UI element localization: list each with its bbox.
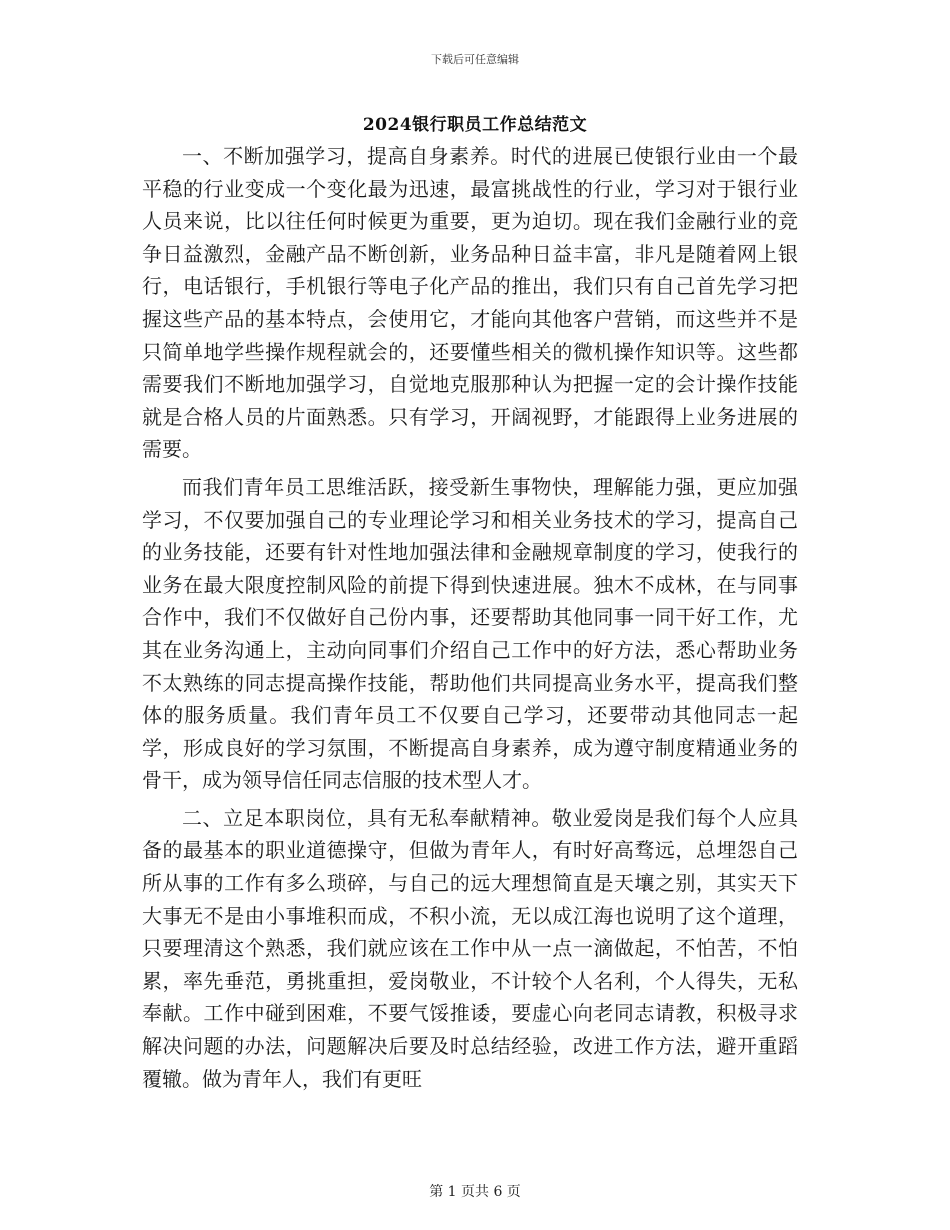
page-header-note: 下载后可任意编辑 xyxy=(431,53,519,66)
paragraph-3: 二、立足本职岗位，具有无私奉献精神。敬业爱岗是我们每个人应具备的最基本的职业道德操守，但做为青年人，有时好高骛远，总埋怨自己所从事的工作有多么琐碎，与自己的远大理想简直是天壤之别，其实天下大事无不是由小事堆积而成，不积小流，无以成江海也说明了这个道理，只要理清这个熟悉，我们就应该在工作中从一点一滴做起，不怕苦，不怕累，率先垂范，勇挑重担，爱岗敬业，不计较个人名利，个人得失，无私奉献。工作中碰到困难，不要气馁推诿，要虚心向老同志请教，积极寻求解决问题的办法，问题解决后要及时总结经验，改进工作方法，避开重蹈覆辙。做为青年人，我们有更旺 xyxy=(142,805,798,1091)
document-title: 2024银行职员工作总结范文 xyxy=(362,115,588,135)
paragraph-2: 而我们青年员工思维活跃，接受新生事物快，理解能力强，更应加强学习，不仅要加强自己的专业理论学习和相关业务技术的学习，提高自己的业务技能，还要有针对性地加强法律和金融规章制度的学习，使我行的业务在最大限度控制风险的前提下得到快速进展。独木不成林，在与同事合作中，我们不仅做好自己份内事，还要帮助其他同事一同干好工作，尤其在业务沟通上，主动向同事们介绍自己工作中的好方法，悉心帮助业务不太熟练的同志提高操作技能，帮助他们共同提高业务水平，提高我们整体的服务质量。我们青年员工不仅要自己学习，还要带动其他同志一起学，形成良好的学习氛围，不断提高自身素养，成为遵守制度精通业务的骨干，成为领导信任同志信服的技术型人才。 xyxy=(142,474,798,793)
page-number-footer: 第 1 页共 6 页 xyxy=(429,1184,521,1200)
paragraph-1: 一、不断加强学习，提高自身素养。时代的进展已使银行业由一个最平稳的行业变成一个变化最为迅速，最富挑战性的行业，学习对于银行业人员来说，比以往任何时候更为重要，更为迫切。现在我们金融行业的竞争日益激烈，金融产品不断创新，业务品种日益丰富，非凡是随着网上银行，电话银行，手机银行等电子化产品的推出，我们只有自己首先学习把握这些产品的基本特点，会使用它，才能向其他客户营销，而这些并不是只简单地学些操作规程就会的，还要懂些相关的微机操作知识等。这些都需要我们不断地加强学习，自觉地克服那种认为把握一定的会计操作技能就是合格人员的片面熟悉。只有学习，开阔视野，才能跟得上业务进展的需要。 xyxy=(142,144,798,462)
document-body xyxy=(142,140,798,1095)
